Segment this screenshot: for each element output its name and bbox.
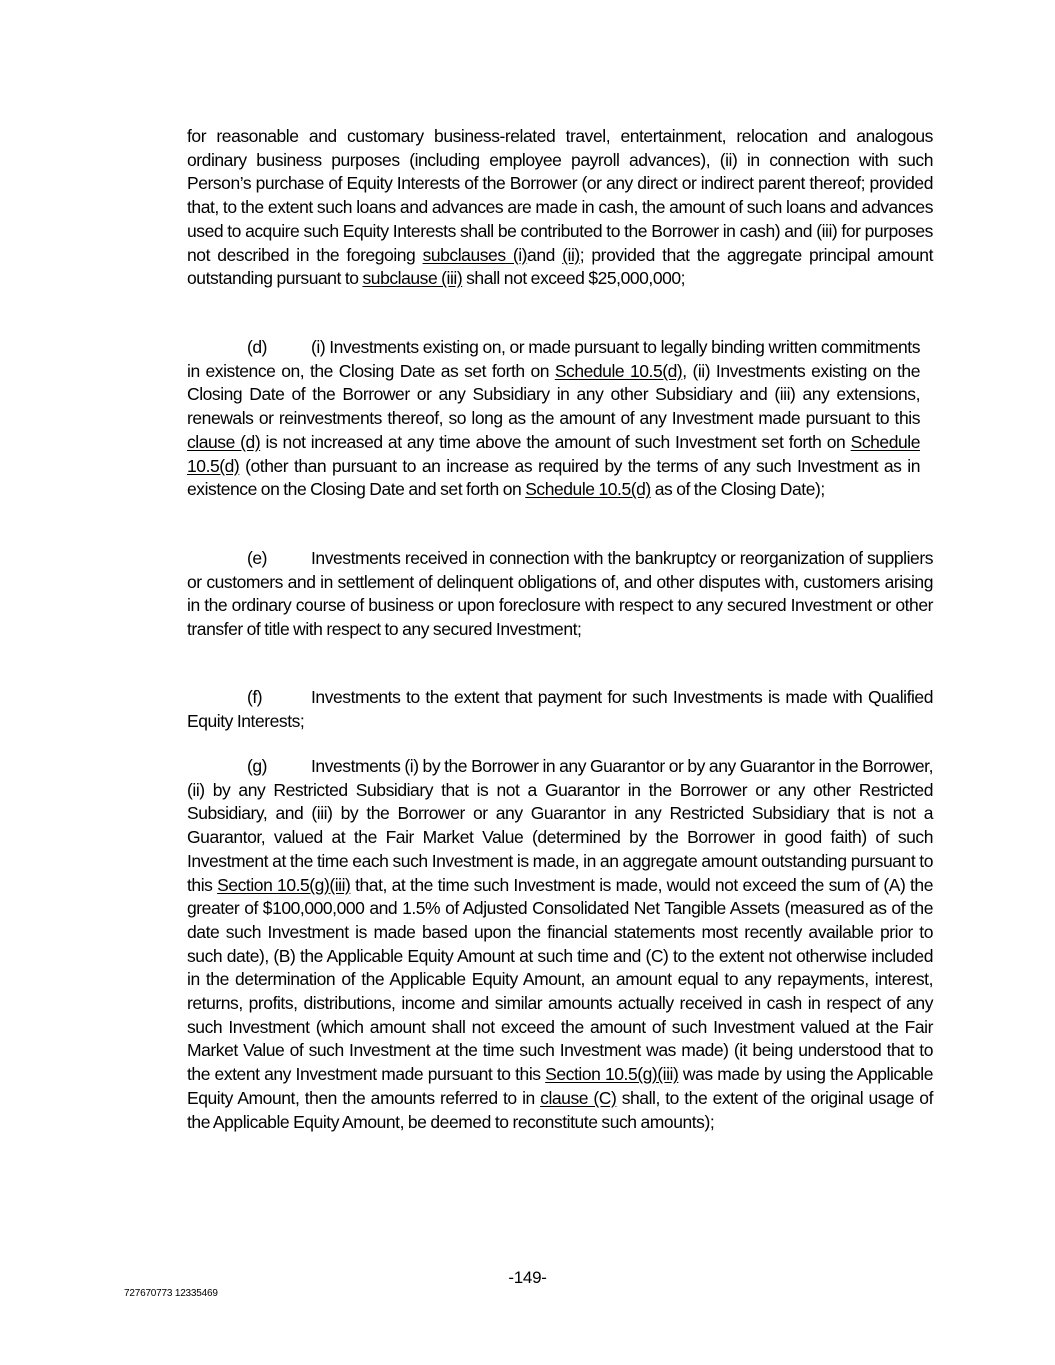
- text-run: , (ii) Investments existing on the Closing Date of the Borrower or any Subsidiary in any other Subsidiary and (iii) any extensions, renewals or reinvestments thereof, so long as the amount of any Investment made pursuant to this: [187, 360, 920, 429]
- cross-reference: Schedule 10.5(d): [187, 431, 920, 476]
- cross-reference: Schedule 10.5(d): [525, 479, 651, 500]
- cross-reference: (ii): [562, 244, 580, 265]
- paragraph-d: [187, 336, 920, 502]
- clause-label: (d): [247, 337, 268, 357]
- text-run: and: [527, 244, 563, 265]
- text-run: Investments to the extent that payment for such Investments is made with Qualified Equity Interests;: [187, 687, 933, 731]
- cross-reference: subclause (iii): [362, 268, 463, 289]
- paragraph-c-continued: [187, 125, 933, 291]
- text-run: that, at the time such Investment is made, would not exceed the sum of (A) the greater of $100,000,000 and 1.5% of Adjusted Consolidated Net Tangible Assets (measured as of the date such Investment is made based upon the financial statements most recently available prior to such date), (B) the Applicable Equity Amount at such time and (C) to the extent not otherwise included in the determination of the Applicable Equity Amount, an amount equal to any repayments, interest, returns, profits, distributions, income and similar amounts actually received in cash in respect of any such Investment (which amount shall not exceed the amount of such Investment valued at the Fair Market Value of such Investment at the time such Investment was made) (it being understood that to the extent any Investment made pursuant to this: [187, 874, 933, 1085]
- clause-label: (g): [247, 756, 268, 776]
- text-run: Investments received in connection with the bankruptcy or reorganization of suppliers or customers and in settlement of delinquent obligations of, and other disputes with, customers arising in the ordinary course of business or upon foreclosure with respect to any secured Investment or other transfer of title with respect to any secured Investment;: [187, 548, 933, 640]
- paragraph-e: [187, 547, 933, 642]
- cross-reference: subclauses (i): [422, 244, 528, 265]
- paragraph-f: [187, 686, 933, 733]
- text-run: shall, to the extent of the original usage of the Applicable Equity Amount, be deemed to reconstitute such amounts);: [187, 1087, 933, 1132]
- text-run: as of the Closing Date);: [650, 479, 825, 500]
- cross-reference: Section 10.5(g)(iii): [217, 874, 351, 895]
- clause-label: (e): [247, 548, 268, 568]
- text-run: shall not exceed $25,000,000;: [462, 268, 686, 289]
- text-run: for reasonable and customary business-related travel, entertainment, relocation and analogous ordinary business purposes (including employee payroll advances), (ii) in connection with such Person’s purchase of Equity Interests of the Borrower (or any direct or indirect parent thereof; provided that, to the extent such loans and advances are made in cash, the amount of such loans and advances used to acquire such Equity Interests shall be contributed to the Borrower in cash) and (iii) for purposes not described in the foregoing: [187, 126, 933, 265]
- text-run: is not increased at any time above the amount of such Investment set forth on: [260, 431, 851, 452]
- cross-reference: Section 10.5(g)(iii): [545, 1064, 679, 1085]
- text-run: ; provided that the aggregate principal amount outstanding pursuant to: [187, 244, 933, 289]
- page-number: -149-: [508, 1268, 547, 1287]
- paragraph-g: [187, 755, 933, 1134]
- cross-reference: Schedule 10.5(d): [554, 360, 683, 381]
- text-run: Investments (i) by the Borrower in any Guarantor or by any Guarantor in the Borrower, (ii) by any Restricted Subsidiary that is not a Guarantor in the Borrower or any other Restricted Subsidiary, and (iii) by the Borrower or any Guarantor in any Restricted Subsidiary that is not a Guarantor, valued at the Fair Market Value (determined by the Borrower in good faith) of such Investment at the time each such Investment is made, in an aggregate amount outstanding pursuant to this: [187, 756, 933, 895]
- text-run: (other than pursuant to an increase as required by the terms of any such Investment as in existence on the Closing Date and set forth on: [187, 455, 920, 500]
- cross-reference: clause (d): [187, 431, 261, 452]
- text-run: was made by using the Applicable Equity Amount, then the amounts referred to in: [187, 1064, 934, 1108]
- text-run: (i) Investments existing on, or made pursuant to legally binding written commitments in existence on, the Closing Date as set forth on: [187, 337, 920, 381]
- cross-reference: clause (C): [540, 1087, 617, 1108]
- document-id: 727670773 12335469: [124, 1288, 218, 1299]
- clause-label: (f): [247, 687, 263, 707]
